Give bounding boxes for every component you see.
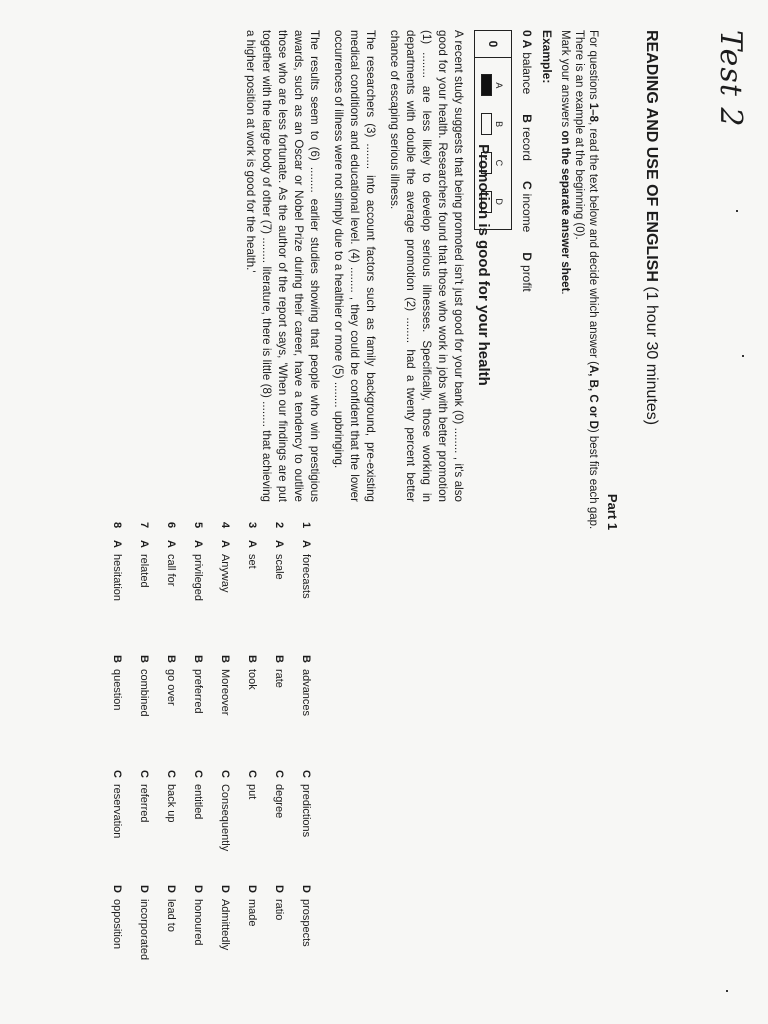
scan-speck — [726, 990, 728, 992]
option-text: entitled — [192, 783, 205, 820]
option-text: forecasts — [300, 553, 313, 599]
question-number: 6 — [165, 522, 178, 529]
option-letter: A — [165, 540, 178, 548]
option-text: privileged — [192, 553, 205, 602]
instruction-text: . — [559, 291, 571, 295]
option-text: balance — [520, 52, 534, 95]
option-c — [274, 770, 286, 885]
example-option-b — [520, 114, 534, 161]
scan-speck — [742, 355, 744, 357]
instructions — [558, 30, 600, 630]
question-number: 7 — [138, 522, 151, 529]
option-b — [166, 655, 178, 770]
option-letter: D — [165, 885, 178, 893]
option-b — [220, 655, 232, 770]
option-letter: A — [300, 540, 313, 548]
option-text: Anyway — [219, 553, 232, 593]
option-text: prospects — [300, 898, 313, 947]
option-text: scale — [273, 553, 286, 580]
option-text: incorporated — [138, 898, 151, 961]
example-options — [520, 30, 534, 292]
option-letter: B — [138, 655, 151, 663]
option-text: set — [246, 553, 259, 569]
option-c — [301, 770, 313, 885]
option-c — [247, 770, 259, 885]
option-c — [193, 770, 205, 885]
question-row-4 — [212, 522, 239, 1002]
option-a — [274, 540, 286, 655]
question-number: 8 — [111, 522, 124, 529]
question-row-5 — [185, 522, 212, 1002]
option-c — [166, 770, 178, 885]
option-text: income — [520, 193, 534, 233]
option-letter: A — [219, 540, 232, 548]
option-a — [247, 540, 259, 655]
option-a — [220, 540, 232, 655]
instruction-text: Mark your answers — [559, 30, 571, 131]
option-text: put — [246, 783, 259, 800]
option-text: honoured — [192, 898, 205, 946]
option-d — [193, 885, 205, 1000]
option-letter: C — [520, 180, 534, 190]
example-letter — [520, 30, 534, 48]
option-text: Admittedly — [219, 898, 232, 951]
option-letter: B — [520, 114, 534, 123]
passage-paragraph-1: A recent study suggests that being promoted isn't just good for your bank (0) ........ , it's also good for your health. Researchers found that those who work in jobs with better promotion (1) ........ are less likely to develop serious illnesses. Specifically, those working in departments with double the average promotion (2) ........ had a twenty percent better chance of escaping serious illness. — [388, 30, 465, 502]
option-b — [112, 655, 124, 770]
question-number: 1 — [300, 522, 313, 529]
example-option-d — [520, 252, 534, 291]
option-a — [139, 540, 151, 655]
option-letter: A — [273, 540, 286, 548]
instruction-line-1 — [586, 30, 600, 630]
option-letter: C — [138, 770, 151, 778]
option-text: record — [520, 126, 534, 161]
answer-cell-letter: B — [494, 121, 505, 128]
question-row-3 — [239, 522, 266, 1002]
option-letter: D — [138, 885, 151, 893]
option-text: predictions — [300, 783, 313, 838]
option-letter: B — [273, 655, 286, 663]
option-letter: C — [273, 770, 286, 778]
part-title: Part 1 — [605, 493, 620, 531]
test-title: Test 2 — [713, 30, 748, 128]
option-letter: C — [165, 770, 178, 778]
option-text: made — [246, 898, 259, 927]
option-text: hesitation — [111, 553, 124, 602]
option-letter: D — [520, 252, 534, 262]
option-letter: B — [111, 655, 124, 663]
instruction-line-3 — [558, 30, 572, 630]
instruction-text: ) best fits each gap. — [587, 428, 599, 530]
passage-paragraph-2: The researchers (3) ........ into account factors such as family background, pre-existing medical conditions and educational level. (4) ........ , they could be confident that the lower occurrences of illness were not simply due to a healthier or more (5) ........ upbringing. — [332, 30, 377, 502]
option-letter: B — [300, 655, 313, 663]
option-letter: D — [111, 885, 124, 893]
option-text: ratio — [273, 898, 286, 921]
option-letter: A — [520, 39, 534, 49]
answer-cell-letter: A — [494, 82, 505, 89]
option-d — [220, 885, 232, 1000]
option-letter: B — [219, 655, 232, 663]
option-text: call for — [165, 553, 178, 587]
question-row-1 — [293, 522, 320, 1002]
option-d — [112, 885, 124, 1000]
option-d — [166, 885, 178, 1000]
option-letter: B — [246, 655, 259, 663]
option-text: opposition — [111, 898, 124, 950]
option-a — [301, 540, 313, 655]
option-letter: D — [246, 885, 259, 893]
instruction-emphasis: on the separate answer sheet — [559, 130, 571, 292]
option-d — [247, 885, 259, 1000]
option-letter: C — [192, 770, 205, 778]
scan-speck — [736, 210, 738, 212]
option-text: degree — [273, 783, 286, 819]
section-heading: READING AND USE OF ENGLISH — [643, 30, 660, 282]
question-row-6 — [158, 522, 185, 1002]
example-number: 0 — [520, 30, 534, 37]
passage-body — [234, 30, 466, 502]
option-text: back up — [165, 783, 178, 823]
answer-cell-letter: D — [494, 198, 505, 205]
option-letter: D — [192, 885, 205, 893]
option-c — [112, 770, 124, 885]
option-text: preferred — [192, 668, 205, 714]
option-d — [301, 885, 313, 1000]
option-text: advances — [300, 668, 313, 717]
option-c — [220, 770, 232, 885]
option-d — [274, 885, 286, 1000]
answer-box-number: 0 — [475, 31, 511, 58]
passage-title: Promotion is good for your health — [475, 144, 492, 386]
option-b — [193, 655, 205, 770]
question-number: 4 — [219, 522, 232, 529]
option-text: related — [138, 553, 151, 588]
option-b — [274, 655, 286, 770]
option-c — [139, 770, 151, 885]
question-options — [104, 522, 320, 1002]
option-text: took — [246, 668, 259, 690]
example-option-a — [520, 30, 534, 94]
option-a — [112, 540, 124, 655]
question-row-8 — [104, 522, 131, 1002]
option-text: combined — [138, 668, 151, 717]
question-row-2 — [266, 522, 293, 1002]
option-b — [139, 655, 151, 770]
option-text: referred — [138, 783, 151, 823]
option-text: Moreover — [219, 668, 232, 716]
question-number: 2 — [273, 522, 286, 529]
option-d — [139, 885, 151, 1000]
option-letter: A — [111, 540, 124, 548]
answer-cell-letter: C — [494, 159, 505, 167]
option-text: rate — [273, 668, 286, 688]
option-letter: A — [138, 540, 151, 548]
option-letter: C — [246, 770, 259, 778]
question-number: 5 — [192, 522, 205, 529]
example-label: Example: — [540, 30, 554, 84]
option-text: profit — [520, 265, 534, 292]
option-letter: C — [219, 770, 232, 778]
option-letter: D — [219, 885, 232, 893]
option-letter: A — [192, 540, 205, 548]
option-b — [247, 655, 259, 770]
passage-paragraph-3: The results seem to (6) ........ earlier studies showing that people who win prestigious awards, such as an Oscar or Nobel Prize during their career, have a tendency to outlive those who are less fortunate. As the author of the report says, 'When our findings are put together with the large body of other (7) ........ literature, there is little (8) ........ that achieving a higher position at work is good for the health.' — [244, 30, 321, 502]
option-text: lead to — [165, 898, 178, 932]
instruction-text: For questions — [587, 30, 599, 103]
instruction-letters: A, B, C or D — [587, 364, 599, 429]
option-text: reservation — [111, 783, 124, 839]
option-b — [301, 655, 313, 770]
instruction-range: 1–8 — [587, 102, 599, 123]
question-number: 3 — [246, 522, 259, 529]
option-letter: D — [300, 885, 313, 893]
example-option-c — [520, 181, 534, 232]
option-letter: D — [273, 885, 286, 893]
option-letter: B — [165, 655, 178, 663]
question-row-7 — [131, 522, 158, 1002]
option-letter: C — [111, 770, 124, 778]
section-duration: (1 hour 30 minutes) — [643, 286, 660, 426]
option-letter: B — [192, 655, 205, 663]
option-a — [166, 540, 178, 655]
option-a — [193, 540, 205, 655]
instruction-text: , read the text below and decide which answer ( — [587, 122, 599, 365]
option-letter: A — [246, 540, 259, 548]
option-text: Consequently — [219, 783, 232, 852]
option-text: go over — [165, 668, 178, 706]
instruction-line-2: There is an example at the beginning (0). — [573, 30, 585, 240]
option-text: question — [111, 668, 124, 711]
option-letter: C — [300, 770, 313, 778]
section-title — [642, 30, 660, 425]
